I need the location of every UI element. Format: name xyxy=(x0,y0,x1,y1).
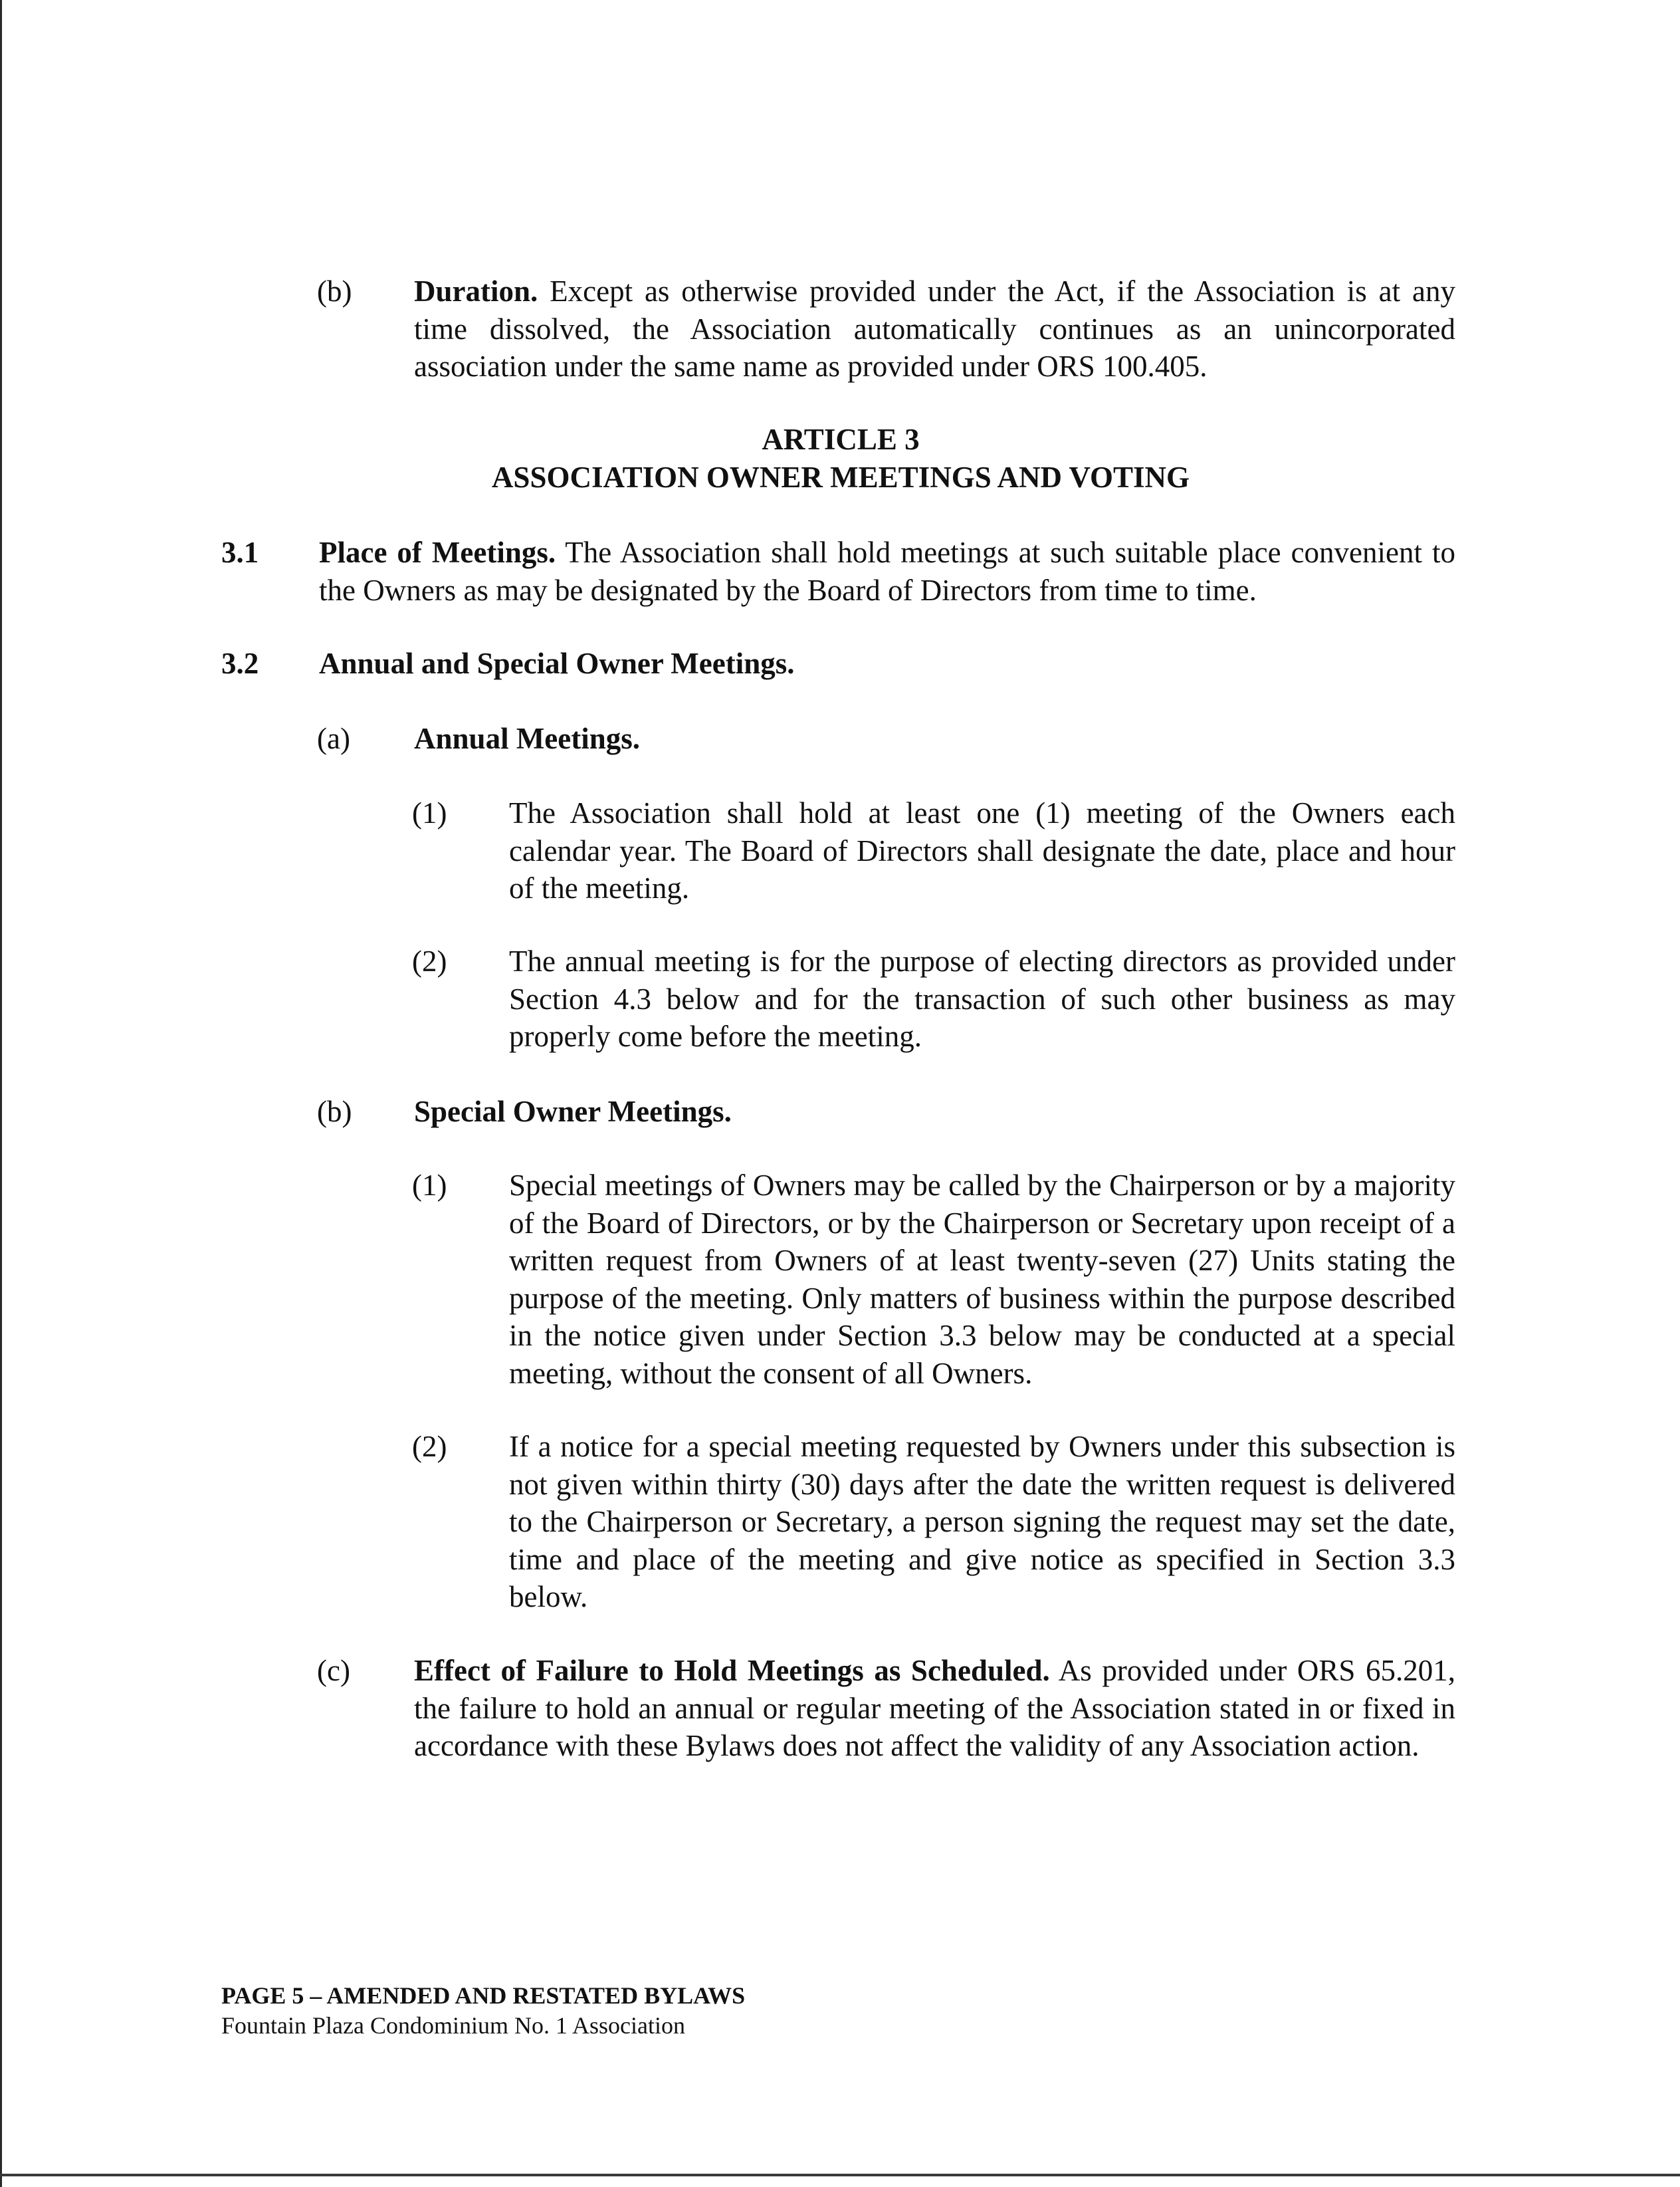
section-3-1-heading: Place of Meetings. xyxy=(319,536,556,569)
item-marker-b: (b) xyxy=(317,275,352,308)
failure-text: As provided under ORS 65.201, the failure to hold an annual or regular meeting of the Association stated in or fixed in accordance with these Bylaws does not affect the validity of any Association action. xyxy=(414,1654,1455,1762)
annual-meetings-heading: Annual Meetings. xyxy=(414,722,641,755)
failure-heading: Effect of Failure to Hold Meetings as Scheduled. xyxy=(414,1654,1050,1687)
section-3-2-heading: Annual and Special Owner Meetings. xyxy=(319,647,795,680)
scan-edge-left xyxy=(0,0,2,2187)
special-item-2-text: If a notice for a special meeting requested by Owners under this subsection is not given within thirty (30) days after the date the written request is delivered to the Chairperson or Secretary, a person signing the request may set the date, time and place of the meeting and give notice as specified in Section 3.3 below. xyxy=(509,1430,1455,1613)
section-3-1-paragraph xyxy=(319,534,1455,609)
annual-item-1-marker: (1) xyxy=(412,796,447,830)
special-item-1-text: Special meetings of Owners may be called by the Chairperson or by a majority of the Board of Directors, or by the Chairperson or Secretary upon receipt of a written request from Owners of at least twenty-seven (27) Units stating the purpose of the meeting. Only matters of business within the purpose described in the notice given under Section 3.3 below may be conducted at a special meeting, without the consent of all Owners. xyxy=(509,1169,1455,1390)
annual-item-2-text: The annual meeting is for the purpose of electing directors as provided under Section 4.3 below and for the transaction of such other business as may properly come before the meeting. xyxy=(509,945,1455,1053)
scan-edge-bottom xyxy=(0,2174,1680,2176)
item-marker-b-special: (b) xyxy=(317,1095,352,1128)
section-number-3-2: 3.2 xyxy=(221,647,259,680)
footer-association-name: Fountain Plaza Condominium No. 1 Association xyxy=(221,2012,685,2039)
failure-paragraph xyxy=(414,1652,1455,1765)
duration-paragraph xyxy=(414,273,1455,386)
annual-item-2-marker: (2) xyxy=(412,945,447,978)
special-item-1-marker: (1) xyxy=(412,1169,447,1202)
article-number: ARTICLE 3 xyxy=(762,423,920,456)
item-marker-c: (c) xyxy=(317,1654,350,1687)
article-title: ASSOCIATION OWNER MEETINGS AND VOTING xyxy=(491,461,1190,494)
special-meetings-heading: Special Owner Meetings. xyxy=(414,1095,732,1128)
item-marker-a: (a) xyxy=(317,722,350,755)
duration-text: Except as otherwise provided under the Act, if the Association is at any time dissolved, the Association automatically continues as an unincorporated association under the same name as provided under ORS 100.405. xyxy=(414,275,1455,383)
section-3-1-text: The Association shall hold meetings at such suitable place convenient to the Owners as may be designated by the Board of Directors from time to time. xyxy=(319,536,1455,607)
special-item-2-marker: (2) xyxy=(412,1430,447,1463)
section-number-3-1: 3.1 xyxy=(221,536,259,569)
footer-page-title: PAGE 5 – AMENDED AND RESTATED BYLAWS xyxy=(221,1982,746,2009)
duration-heading: Duration. xyxy=(414,275,538,308)
annual-item-1-text: The Association shall hold at least one (1) meeting of the Owners each calendar year. The Board of Directors shall designate the date, place and hour of the meeting. xyxy=(509,796,1455,905)
